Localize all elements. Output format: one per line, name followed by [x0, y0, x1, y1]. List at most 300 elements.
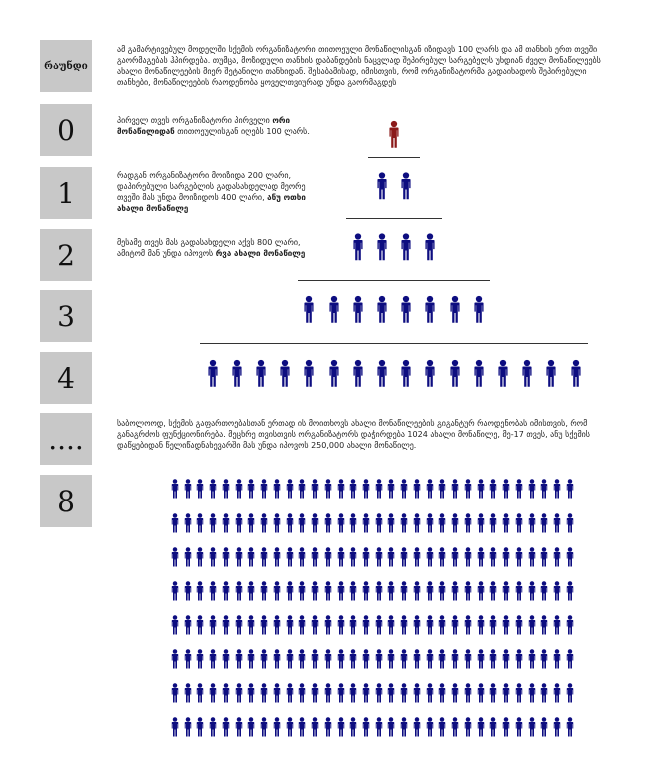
- person-icon: [221, 476, 231, 506]
- person-icon: [310, 612, 320, 642]
- round-header-box: [40, 40, 92, 92]
- person-icon: [450, 714, 460, 744]
- person-icon: [496, 350, 510, 401]
- person-icon: [463, 680, 473, 710]
- person-icon: [221, 612, 231, 642]
- person-icon: [514, 612, 524, 642]
- person-icon: [234, 578, 244, 608]
- figure-row: [170, 476, 575, 506]
- person-icon: [246, 510, 256, 540]
- person-icon: [221, 680, 231, 710]
- person-icon: [552, 510, 562, 540]
- person-icon: [425, 544, 435, 574]
- person-icon: [351, 350, 365, 401]
- person-icon: [297, 646, 307, 676]
- person-icon: [170, 578, 180, 608]
- person-icon: [183, 680, 193, 710]
- person-icon: [272, 476, 282, 506]
- person-icon: [476, 714, 486, 744]
- person-icon: [412, 476, 422, 506]
- person-icon: [501, 510, 511, 540]
- person-icon: [450, 646, 460, 676]
- person-icon: [297, 578, 307, 608]
- person-icon: [208, 680, 218, 710]
- person-icon: [437, 578, 447, 608]
- person-icon: [450, 680, 460, 710]
- person-icon: [386, 612, 396, 642]
- person-icon: [336, 680, 346, 710]
- person-icon: [221, 714, 231, 744]
- person-icon: [412, 510, 422, 540]
- person-icon: [208, 578, 218, 608]
- person-icon: [463, 544, 473, 574]
- person-icon: [514, 544, 524, 574]
- person-icon: [476, 646, 486, 676]
- person-icon: [183, 612, 193, 642]
- figure-row: [170, 714, 575, 744]
- person-icon: [302, 286, 316, 337]
- round-1-description: რადგან ორგანიზატორი მოიზიდა 200 ლარი, დაპირებული სარგებლის გადასახდელად მეორე თვეში მას უნდა მოიზიდოს 400 ლარი, ანუ ოთხი ახალი მონაწილე: [117, 171, 306, 213]
- person-icon: [323, 612, 333, 642]
- person-icon: [259, 476, 269, 506]
- person-icon: [327, 286, 341, 337]
- person-icon: [514, 510, 524, 540]
- person-icon: [437, 510, 447, 540]
- person-icon: [361, 476, 371, 506]
- person-icon: [476, 578, 486, 608]
- person-icon: [348, 714, 358, 744]
- round-label-0: 0: [57, 113, 75, 147]
- person-icon: [520, 350, 534, 401]
- person-icon: [501, 578, 511, 608]
- person-icon: [348, 510, 358, 540]
- person-icon: [272, 714, 282, 744]
- round-label-1: 1: [57, 176, 75, 210]
- person-icon: [351, 224, 365, 274]
- person-icon: [501, 544, 511, 574]
- person-icon: [527, 578, 537, 608]
- person-icon: [450, 578, 460, 608]
- person-icon: [399, 476, 409, 506]
- person-icon: [423, 286, 437, 337]
- person-icon: [437, 612, 447, 642]
- person-icon: [527, 476, 537, 506]
- person-icon: [565, 578, 575, 608]
- person-icon: [552, 612, 562, 642]
- person-icon: [552, 646, 562, 676]
- person-icon: [361, 680, 371, 710]
- person-icon: [552, 578, 562, 608]
- person-icon: [259, 646, 269, 676]
- person-icon: [501, 476, 511, 506]
- person-icon: [246, 578, 256, 608]
- round-label-3: 3: [57, 299, 75, 333]
- person-icon: [183, 578, 193, 608]
- person-icon: [375, 350, 389, 401]
- person-icon: [234, 680, 244, 710]
- person-icon: [246, 646, 256, 676]
- person-icon: [386, 680, 396, 710]
- person-icon: [437, 714, 447, 744]
- person-icon: [476, 544, 486, 574]
- person-icon: [488, 510, 498, 540]
- person-icon: [374, 476, 384, 506]
- person-icon: [348, 476, 358, 506]
- person-icon: [450, 510, 460, 540]
- person-icon: [375, 224, 389, 274]
- person-icon: [476, 612, 486, 642]
- person-icon: [375, 286, 389, 337]
- person-icon: [336, 510, 346, 540]
- person-icon: [195, 646, 205, 676]
- person-icon: [463, 646, 473, 676]
- person-icon: [399, 646, 409, 676]
- person-icon: [463, 578, 473, 608]
- person-icon: [565, 510, 575, 540]
- figure-row: [170, 510, 575, 540]
- person-icon: [437, 680, 447, 710]
- person-icon: [246, 680, 256, 710]
- person-icon: [514, 680, 524, 710]
- person-icon: [208, 646, 218, 676]
- person-icon: [183, 544, 193, 574]
- person-icon: [170, 476, 180, 506]
- person-icon: [399, 544, 409, 574]
- person-icon: [336, 544, 346, 574]
- person-icon: [501, 714, 511, 744]
- round-1-emphasis: ანუ ოთხი ახალი მონაწილე: [117, 193, 306, 213]
- person-icon: [514, 578, 524, 608]
- person-icon: [361, 646, 371, 676]
- round-box-2: [40, 229, 92, 281]
- final-text: საბოლოოდ, სქემის გაფართოებასთან ერთად ის მოითხოვს ახალი მონაწილეების გიგანტურ რაოდენობას იმისთვის, რომ განაგრძოს ფუნქციონირება. მეცხრე თვისთვის ორგანიზატორს დაჭირდება 1024 ახალი მონაწილე, მე-17 თვეს, ანუ სქემის დაწყებიდან წელიწადნახევარში მას უნდა იპოვოს 250,000 ახალი მონაწილე.: [117, 419, 590, 450]
- person-icon: [259, 578, 269, 608]
- person-icon: [527, 544, 537, 574]
- person-icon: [412, 578, 422, 608]
- person-icon: [386, 646, 396, 676]
- person-icon: [412, 544, 422, 574]
- person-icon: [183, 510, 193, 540]
- person-icon: [425, 578, 435, 608]
- figure-row: [170, 612, 575, 642]
- person-icon: [285, 544, 295, 574]
- person-icon: [246, 714, 256, 744]
- person-icon: [195, 714, 205, 744]
- figure-row: [170, 646, 575, 676]
- person-icon: [387, 115, 401, 158]
- person-icon: [221, 578, 231, 608]
- person-icon: [221, 510, 231, 540]
- person-icon: [527, 510, 537, 540]
- person-icon: [310, 544, 320, 574]
- person-icon: [501, 612, 511, 642]
- person-icon: [195, 510, 205, 540]
- person-icon: [423, 350, 437, 401]
- person-icon: [170, 680, 180, 710]
- person-icon: [297, 680, 307, 710]
- person-icon: [323, 510, 333, 540]
- person-icon: [348, 612, 358, 642]
- person-icon: [488, 544, 498, 574]
- person-icon: [195, 612, 205, 642]
- person-icon: [246, 544, 256, 574]
- person-icon: [488, 476, 498, 506]
- person-icon: [310, 510, 320, 540]
- person-icon: [348, 578, 358, 608]
- person-icon: [565, 544, 575, 574]
- person-icon: [412, 714, 422, 744]
- person-icon: [539, 510, 549, 540]
- person-icon: [310, 578, 320, 608]
- person-icon: [514, 476, 524, 506]
- person-icon: [399, 510, 409, 540]
- round-2-emphasis: რვა ახალი მონაწილე: [215, 249, 306, 258]
- person-icon: [221, 646, 231, 676]
- person-icon: [552, 714, 562, 744]
- person-icon: [448, 286, 462, 337]
- person-icon: [375, 164, 389, 212]
- person-icon: [539, 714, 549, 744]
- person-icon: [208, 714, 218, 744]
- person-icon: [336, 646, 346, 676]
- person-icon: [208, 544, 218, 574]
- person-icon: [476, 476, 486, 506]
- person-icon: [336, 714, 346, 744]
- person-icon: [234, 612, 244, 642]
- person-icon: [399, 164, 413, 212]
- person-icon: [501, 646, 511, 676]
- person-icon: [569, 350, 583, 401]
- person-icon: [476, 680, 486, 710]
- pyramid-line-4: [200, 343, 588, 344]
- round-label-4: 4: [57, 361, 75, 395]
- person-icon: [234, 510, 244, 540]
- person-icon: [552, 544, 562, 574]
- person-icon: [259, 544, 269, 574]
- person-icon: [386, 578, 396, 608]
- person-icon: [565, 714, 575, 744]
- person-icon: [234, 476, 244, 506]
- person-icon: [514, 714, 524, 744]
- round-header-label: რაუნდი: [44, 60, 88, 72]
- figure-row: [170, 578, 575, 608]
- person-icon: [285, 646, 295, 676]
- person-icon: [323, 680, 333, 710]
- person-icon: [336, 578, 346, 608]
- person-icon: [539, 646, 549, 676]
- figure-row: [170, 680, 575, 710]
- person-icon: [488, 714, 498, 744]
- round-label-8: 8: [57, 484, 75, 518]
- person-icon: [539, 578, 549, 608]
- person-icon: [206, 350, 220, 401]
- person-icon: [374, 544, 384, 574]
- person-icon: [195, 544, 205, 574]
- person-icon: [425, 612, 435, 642]
- person-icon: [527, 646, 537, 676]
- person-icon: [310, 714, 320, 744]
- person-icon: [183, 476, 193, 506]
- person-icon: [361, 510, 371, 540]
- round-box-1: [40, 167, 92, 219]
- person-icon: [246, 612, 256, 642]
- person-icon: [448, 350, 462, 401]
- person-icon: [527, 714, 537, 744]
- person-icon: [272, 612, 282, 642]
- person-icon: [323, 578, 333, 608]
- person-icon: [472, 350, 486, 401]
- round-label-2: 2: [57, 238, 75, 272]
- person-icon: [323, 476, 333, 506]
- person-icon: [552, 476, 562, 506]
- person-icon: [374, 612, 384, 642]
- person-icon: [374, 578, 384, 608]
- person-icon: [183, 714, 193, 744]
- person-icon: [259, 680, 269, 710]
- person-icon: [399, 612, 409, 642]
- person-icon: [565, 680, 575, 710]
- person-icon: [399, 224, 413, 274]
- person-icon: [552, 680, 562, 710]
- person-icon: [195, 578, 205, 608]
- person-icon: [208, 612, 218, 642]
- figure-grid: [170, 476, 575, 748]
- person-icon: [527, 680, 537, 710]
- person-icon: [259, 714, 269, 744]
- person-icon: [361, 612, 371, 642]
- person-icon: [285, 612, 295, 642]
- person-icon: [208, 476, 218, 506]
- person-icon: [348, 680, 358, 710]
- person-icon: [272, 680, 282, 710]
- person-icon: [170, 714, 180, 744]
- person-icon: [437, 476, 447, 506]
- person-icon: [310, 646, 320, 676]
- round-2-description: მესამე თვეს მას გადასახდელი აქვს 800 ლარი, ამიტომ მან უნდა იპოვოს რვა ახალი მონაწილე: [117, 238, 306, 258]
- person-icon: [544, 350, 558, 401]
- person-icon: [399, 578, 409, 608]
- person-icon: [361, 578, 371, 608]
- person-icon: [423, 224, 437, 274]
- person-icon: [348, 544, 358, 574]
- round-0-emphasis: ორი მონაწილიდან: [117, 116, 290, 136]
- person-icon: [425, 646, 435, 676]
- round-label-ellipsis: ....: [48, 422, 84, 456]
- person-icon: [323, 714, 333, 744]
- person-icon: [297, 714, 307, 744]
- person-icon: [272, 646, 282, 676]
- pyramid-line-2: [346, 218, 442, 219]
- person-icon: [501, 680, 511, 710]
- person-icon: [425, 476, 435, 506]
- person-icon: [297, 612, 307, 642]
- round-0-description: პირველ თვეს ორგანიზატორი პირველი ორი მონაწილიდან თითოეულისგან იღებს 100 ლარს.: [117, 116, 310, 136]
- person-icon: [399, 680, 409, 710]
- person-icon: [234, 544, 244, 574]
- person-icon: [374, 714, 384, 744]
- person-icon: [254, 350, 268, 401]
- person-icon: [234, 714, 244, 744]
- person-icon: [361, 544, 371, 574]
- person-icon: [412, 646, 422, 676]
- person-icon: [170, 510, 180, 540]
- person-icon: [476, 510, 486, 540]
- person-icon: [230, 350, 244, 401]
- person-icon: [221, 544, 231, 574]
- figure-row: [170, 544, 575, 574]
- person-icon: [195, 680, 205, 710]
- person-icon: [412, 612, 422, 642]
- person-icon: [488, 612, 498, 642]
- pyramid-line-3: [298, 280, 490, 281]
- person-icon: [412, 680, 422, 710]
- person-icon: [374, 680, 384, 710]
- person-icon: [285, 680, 295, 710]
- person-icon: [463, 612, 473, 642]
- person-icon: [246, 476, 256, 506]
- person-icon: [437, 646, 447, 676]
- person-icon: [386, 714, 396, 744]
- person-icon: [450, 612, 460, 642]
- person-icon: [348, 646, 358, 676]
- person-icon: [234, 646, 244, 676]
- person-icon: [386, 510, 396, 540]
- person-icon: [565, 612, 575, 642]
- person-icon: [323, 646, 333, 676]
- person-icon: [539, 612, 549, 642]
- round-box-8: [40, 475, 92, 527]
- person-icon: [259, 510, 269, 540]
- person-icon: [463, 714, 473, 744]
- person-icon: [323, 544, 333, 574]
- person-icon: [450, 544, 460, 574]
- person-icon: [386, 544, 396, 574]
- person-icon: [399, 286, 413, 337]
- person-icon: [565, 476, 575, 506]
- person-icon: [272, 578, 282, 608]
- round-box-ellipsis: [40, 413, 92, 465]
- person-icon: [463, 510, 473, 540]
- person-icon: [565, 646, 575, 676]
- person-icon: [170, 646, 180, 676]
- person-icon: [285, 510, 295, 540]
- person-icon: [425, 714, 435, 744]
- person-icon: [278, 350, 292, 401]
- person-icon: [297, 544, 307, 574]
- person-icon: [327, 350, 341, 401]
- person-icon: [488, 680, 498, 710]
- person-icon: [425, 680, 435, 710]
- round-box-0: [40, 104, 92, 156]
- person-icon: [488, 646, 498, 676]
- person-icon: [297, 510, 307, 540]
- person-icon: [539, 680, 549, 710]
- person-icon: [450, 476, 460, 506]
- person-icon: [302, 350, 316, 401]
- person-icon: [336, 612, 346, 642]
- person-icon: [285, 578, 295, 608]
- person-icon: [336, 476, 346, 506]
- person-icon: [351, 286, 365, 337]
- person-icon: [399, 350, 413, 401]
- person-icon: [297, 476, 307, 506]
- person-icon: [472, 286, 486, 337]
- person-icon: [527, 612, 537, 642]
- person-icon: [425, 510, 435, 540]
- person-icon: [386, 476, 396, 506]
- round-box-4: [40, 352, 92, 404]
- person-icon: [170, 544, 180, 574]
